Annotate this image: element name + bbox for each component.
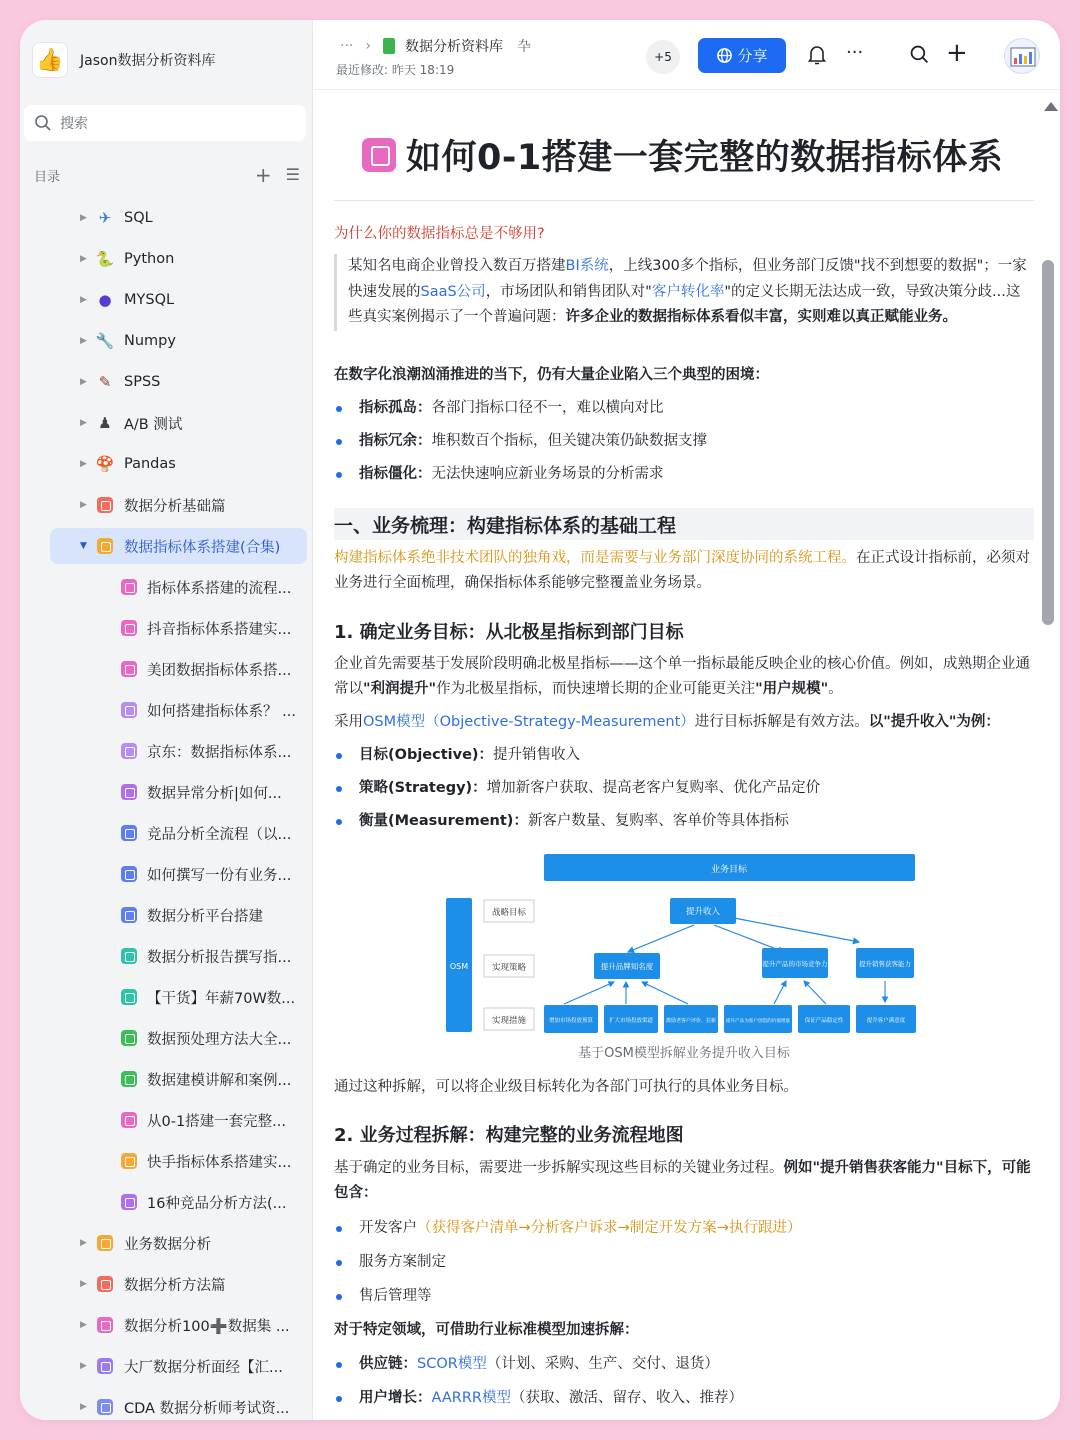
sidebar-item-label: CDA 数据分析师考试资... (124, 1400, 290, 1417)
diagram-measure-label: 提升产品为客户创造的价值增量 (725, 1019, 791, 1024)
sidebar-item-label: 从0-1搭建一套完整... (147, 1113, 287, 1130)
caret-right-icon[interactable]: ▶ (80, 1361, 87, 1371)
page-title: 如何0-1搭建一套完整的数据指标体系 (362, 130, 1003, 180)
doc-icon (96, 1316, 114, 1334)
add-icon[interactable]: + (946, 38, 968, 68)
workspace-header[interactable] (32, 40, 215, 80)
python-icon: 🐍 (95, 250, 115, 268)
diagram-strategy-label: 提升产品的市场竞争力 (762, 960, 828, 968)
doc-icon (120, 988, 138, 1006)
subsection-heading: 2. 业务过程拆解：构建完整的业务流程地图 (334, 1125, 684, 1146)
dilemma-intro: 在数字化浪潮汹涌推进的当下，仍有大量企业陷入三个典型的困境： (334, 367, 769, 383)
sidebar-item-label: 数据建模讲解和案例... (147, 1072, 292, 1089)
sidebar-item[interactable] (20, 774, 313, 810)
sidebar-item[interactable] (20, 446, 313, 482)
document (314, 90, 1038, 1420)
link-scor[interactable]: SCOR模型 (417, 1356, 487, 1372)
doc-icon (96, 537, 114, 555)
sidebar-item[interactable] (20, 364, 313, 400)
sidebar-item-label: 大厂数据分析面经【汇... (124, 1359, 283, 1376)
chevron-right-icon: › (365, 38, 371, 54)
list-item: 售后管理等 (336, 1284, 432, 1309)
scroll-up-arrow[interactable] (1044, 102, 1058, 111)
search-icon (34, 114, 52, 132)
sidebar-item-label: 数据分析100➕数据集 ... (124, 1318, 290, 1335)
quote-text: ，市场团队和销售团队对" (485, 283, 652, 300)
toc-title: 目录 (34, 169, 61, 185)
scrollbar[interactable] (1042, 260, 1054, 625)
toc-header (34, 165, 300, 185)
link-conversion[interactable]: 客户转化率 (651, 283, 725, 300)
caret-right-icon[interactable]: ▶ (80, 500, 87, 510)
share-label: 分享 (737, 47, 768, 65)
quote-text: "的定义长期无法达成一致，导致决策分歧...这些真实案例揭示了一个普遍问题： (348, 283, 1021, 325)
sidebar-item[interactable] (20, 200, 313, 236)
sidebar-item[interactable] (20, 1225, 313, 1261)
sidebar-item[interactable] (20, 323, 313, 359)
caret-right-icon[interactable]: ▶ (80, 1402, 87, 1412)
sidebar-item-label: 指标体系搭建的流程... (147, 580, 292, 597)
wrench-icon: 🔧 (95, 332, 115, 350)
sidebar-item-label: 快手指标体系搭建实... (147, 1154, 292, 1171)
globe-icon (716, 47, 733, 64)
pen-icon: ✎ (98, 373, 112, 391)
question-heading: 为什么你的数据指标总是不够用? (334, 226, 545, 242)
doc-icon (120, 742, 138, 760)
caret-right-icon[interactable]: ▶ (80, 254, 87, 264)
sidebar-item[interactable] (20, 1389, 313, 1420)
rocket-icon: ✈ (98, 209, 112, 227)
doc-icon (120, 865, 138, 883)
diagram-row-label: 实现措施 (491, 1016, 527, 1026)
caret-right-icon[interactable]: ▶ (80, 377, 87, 387)
caret-right-icon[interactable]: ▶ (80, 213, 87, 223)
sidebar-item[interactable] (20, 856, 313, 892)
sidebar-item[interactable] (20, 733, 313, 769)
sidebar-item[interactable] (20, 897, 313, 933)
sidebar-item[interactable] (20, 1020, 313, 1056)
section-heading: 一、业务梳理：构建指标体系的基础工程 (334, 515, 677, 537)
caret-right-icon[interactable]: ▶ (80, 295, 87, 305)
sidebar-item-label: 【干货】年薪70W数... (147, 990, 296, 1007)
diagram-strategy-label: 提升销售获客能力 (859, 960, 911, 968)
link-saas[interactable]: SaaS公司 (420, 283, 486, 300)
sidebar-item[interactable] (20, 569, 313, 605)
book-icon (383, 38, 395, 54)
sidebar-item[interactable] (20, 1102, 313, 1138)
caret-right-icon[interactable]: ▶ (80, 418, 87, 428)
diagram-goal-label: 提升收入 (685, 907, 721, 917)
user-icon: ♟ (98, 414, 112, 432)
sidebar-item-label: SQL (124, 210, 153, 226)
osm-diagram[interactable] (444, 850, 919, 1040)
paragraph: 通过这种拆解，可以将企业级目标转化为各部门可执行的具体业务目标。 (334, 1079, 798, 1095)
doc-icon (96, 1357, 114, 1375)
sidebar-item-label: 数据异常分析|如何... (147, 785, 282, 802)
sidebar-item[interactable] (20, 651, 313, 687)
sidebar-item-label: 如何撰写一份有业务... (147, 867, 292, 884)
doc-icon (120, 619, 138, 637)
divider (334, 200, 1034, 201)
paragraph: 企业首先需要基于发展阶段明确北极星指标——这个单一指标最能反映企业的核心价值。例如，成熟期企业通常以"利润提升"作为北极星指标，而快速增长期的企业可能更关注"用户规模"。 (334, 656, 1030, 697)
list-item: 衡量(Measurement)： 新客户数量、复购率、客单价等具体指标 (336, 809, 789, 834)
sidebar-item-label: 16种竞品分析方法(... (147, 1195, 287, 1212)
diagram-strategy-label: 提升品牌知名度 (600, 962, 654, 971)
list-item: 目标(Objective)： 提升销售收入 (336, 743, 580, 768)
breadcrumb (340, 36, 531, 56)
caret-right-icon[interactable]: ▶ (80, 1320, 87, 1330)
sidebar-item[interactable] (20, 1348, 313, 1384)
sidebar-item-label: 抖音指标体系搭建实... (147, 621, 292, 638)
paragraph: 基于确定的业务目标，需要进一步拆解实现这些目标的关键业务过程。例如"提升销售获客能力"目标下，可能包含： (334, 1160, 1031, 1201)
list-item: 供应链： SCOR模型 （计划、采购、生产、交付、退货） (336, 1352, 719, 1377)
search-icon[interactable] (910, 45, 929, 69)
caret-right-icon[interactable]: ▶ (80, 1238, 87, 1248)
sidebar-item-label: 数据分析方法篇 (124, 1277, 226, 1294)
sidebar-item[interactable] (20, 1184, 313, 1220)
caret-right-icon[interactable]: ▶ (80, 1279, 87, 1289)
sidebar-item[interactable] (20, 979, 313, 1015)
app-window (20, 20, 1060, 1420)
link-aarrr[interactable]: AARRR模型 (431, 1390, 511, 1406)
quote-text: 某知名电商企业曾投入数百万搭建 (348, 258, 566, 274)
doc-icon (362, 138, 396, 172)
sidebar-item[interactable] (20, 282, 313, 318)
list-item: 指标孤岛： 各部门指标口径不一，难以横向对比 (336, 396, 664, 421)
sidebar-item[interactable] (20, 1266, 313, 1302)
sidebar-item-label: 业务数据分析 (124, 1236, 211, 1253)
sidebar-item-label: 美团数据指标体系搭... (147, 662, 292, 679)
sidebar-item-label: MYSQL (124, 292, 175, 308)
sidebar-item-label: 数据指标体系搭建(合集) (124, 539, 281, 556)
list-item: 指标冗余： 堆积数百个指标，但关键决策仍缺数据支撑 (336, 429, 707, 454)
sidebar-item-label: 数据分析报告撰写指... (147, 949, 292, 966)
sidebar-item-label: A/B 测试 (124, 416, 183, 433)
list-icon[interactable]: ☰ (285, 165, 300, 184)
thumbs-up-icon: 👍 (32, 42, 68, 78)
list-item: 服务方案制定 (336, 1250, 446, 1275)
caret-right-icon[interactable]: ▶ (80, 336, 87, 346)
list-item: 指标僵化： 无法快速响应新业务场景的分析需求 (336, 462, 664, 487)
sidebar-item-label: 竞品分析全流程（以... (147, 826, 292, 843)
paragraph: 采用OSM模型（Objective-Strategy-Measurement）进行目标拆解是有效方法。以"提升收入"为例： (334, 714, 1000, 730)
breadcrumb-item[interactable]: 数据分析资料库 (404, 39, 503, 55)
diagram-row-label: 实现策略 (491, 963, 527, 973)
sidebar-item[interactable] (50, 528, 307, 564)
diagram-row-label: 战略目标 (491, 908, 527, 918)
paragraph: 对于特定领域，可借助行业标准模型加速拆解： (334, 1322, 639, 1338)
sidebar-item[interactable] (20, 815, 313, 851)
diagram-measure-label: 扩大市场投放渠道 (608, 1018, 654, 1024)
sidebar-item-label: Numpy (124, 333, 176, 349)
doc-icon (120, 1152, 138, 1170)
doc-icon (120, 1111, 138, 1129)
doc-icon (120, 660, 138, 678)
more-icon[interactable]: ··· (846, 42, 864, 63)
top-bar (314, 20, 1060, 90)
sidebar-item-label: 数据分析基础篇 (124, 498, 226, 515)
list-item: 策略(Strategy)： 增加新客户获取、提高老客户复购率、优化产品定价 (336, 776, 820, 801)
subsection-heading: 1. 确定业务目标：从北极星指标到部门目标 (334, 622, 684, 643)
ellipsis-icon[interactable]: ··· (340, 38, 354, 54)
diagram-top-label: 业务目标 (710, 865, 748, 875)
sidebar-item[interactable] (20, 405, 313, 441)
sidebar-item[interactable] (20, 1307, 313, 1343)
caret-right-icon[interactable]: ▶ (80, 459, 87, 469)
sidebar-item[interactable] (20, 938, 313, 974)
sidebar-item-label: Python (124, 251, 175, 267)
doc-icon (96, 1398, 114, 1416)
doc-icon (96, 1275, 114, 1293)
collaborators-count[interactable]: +5 (646, 40, 680, 74)
sidebar-item[interactable] (20, 1143, 313, 1179)
workspace-name: Jason数据分析资料库 (80, 53, 216, 69)
sidebar-item[interactable] (20, 610, 313, 646)
orb-icon: ● (98, 291, 112, 309)
sidebar-item[interactable] (20, 692, 313, 728)
image-caption: 基于OSM模型拆解业务提升收入目标 (578, 1046, 790, 1061)
quote-text: ，上线300多个指标，但业务部门反馈"找不到想要的数据"；一家快速发展的 (348, 258, 1027, 300)
link-bi[interactable]: BI系统 (565, 258, 609, 274)
sidebar-item[interactable] (20, 241, 313, 277)
sidebar-item[interactable] (20, 1061, 313, 1097)
pin-icon[interactable]: 卆 (516, 39, 531, 55)
sidebar-item-label: 数据预处理方法大全... (147, 1031, 292, 1048)
list-item: 开发客户 （获得客户清单→分析客户诉求→制定开发方案→执行跟进） (336, 1216, 801, 1241)
sidebar-item-label: 如何搭建指标体系？ ... (147, 703, 296, 720)
doc-icon (120, 1070, 138, 1088)
doc-icon (120, 947, 138, 965)
doc-icon (120, 783, 138, 801)
sidebar-item-label: Pandas (124, 456, 176, 472)
search-placeholder: 搜索 (60, 116, 88, 132)
diagram-measure-label: 提升客户满意度 (866, 1018, 906, 1024)
quote-block (334, 254, 1034, 331)
doc-icon (120, 701, 138, 719)
doc-icon (120, 1193, 138, 1211)
doc-icon (96, 1234, 114, 1252)
sidebar-item-label: SPSS (124, 374, 161, 390)
doc-icon (120, 824, 138, 842)
list-item: 用户增长： AARRR模型 （获取、激活、留存、收入、推荐） (336, 1386, 743, 1411)
diagram-measure-label: 保证产品稳定性 (804, 1018, 844, 1024)
bell-icon[interactable] (808, 45, 826, 70)
avatar[interactable] (1004, 38, 1040, 74)
search-input[interactable] (24, 105, 306, 141)
doc-icon (120, 1029, 138, 1047)
paragraph: 构建指标体系绝非技术团队的独角戏，而是需要与业务部门深度协同的系统工程。在正式设计指标前，必须对业务进行全面梳理，确保指标体系能够完整覆盖业务场景。 (334, 550, 1030, 591)
sidebar-item-label: 数据分析平台搭建 (147, 908, 263, 925)
diagram-measure-label: 增加市场投放预算 (548, 1018, 594, 1024)
sidebar-item[interactable] (20, 487, 313, 523)
doc-icon (120, 578, 138, 596)
add-icon[interactable]: + (254, 163, 272, 187)
quote-bold: 许多企业的数据指标体系看似丰富，实则难以真正赋能业务。 (565, 309, 957, 325)
diagram-measure-label: 激励老客户评价、拉新 (665, 1018, 717, 1024)
last-modified: 最近修改: 昨天 18:19 (336, 63, 455, 77)
sidebar-item-label: 京东：数据指标体系... (147, 744, 292, 761)
sidebar (20, 20, 313, 1420)
link-osm[interactable]: OSM模型（Objective-Strategy-Measurement） (363, 714, 695, 730)
share-button[interactable] (698, 38, 786, 73)
diagram-side-label: OSM (449, 962, 469, 971)
doc-icon (96, 496, 114, 514)
mushroom-icon: 🍄 (95, 455, 115, 473)
doc-icon (120, 906, 138, 924)
caret-down-icon[interactable]: ▼ (80, 541, 87, 551)
